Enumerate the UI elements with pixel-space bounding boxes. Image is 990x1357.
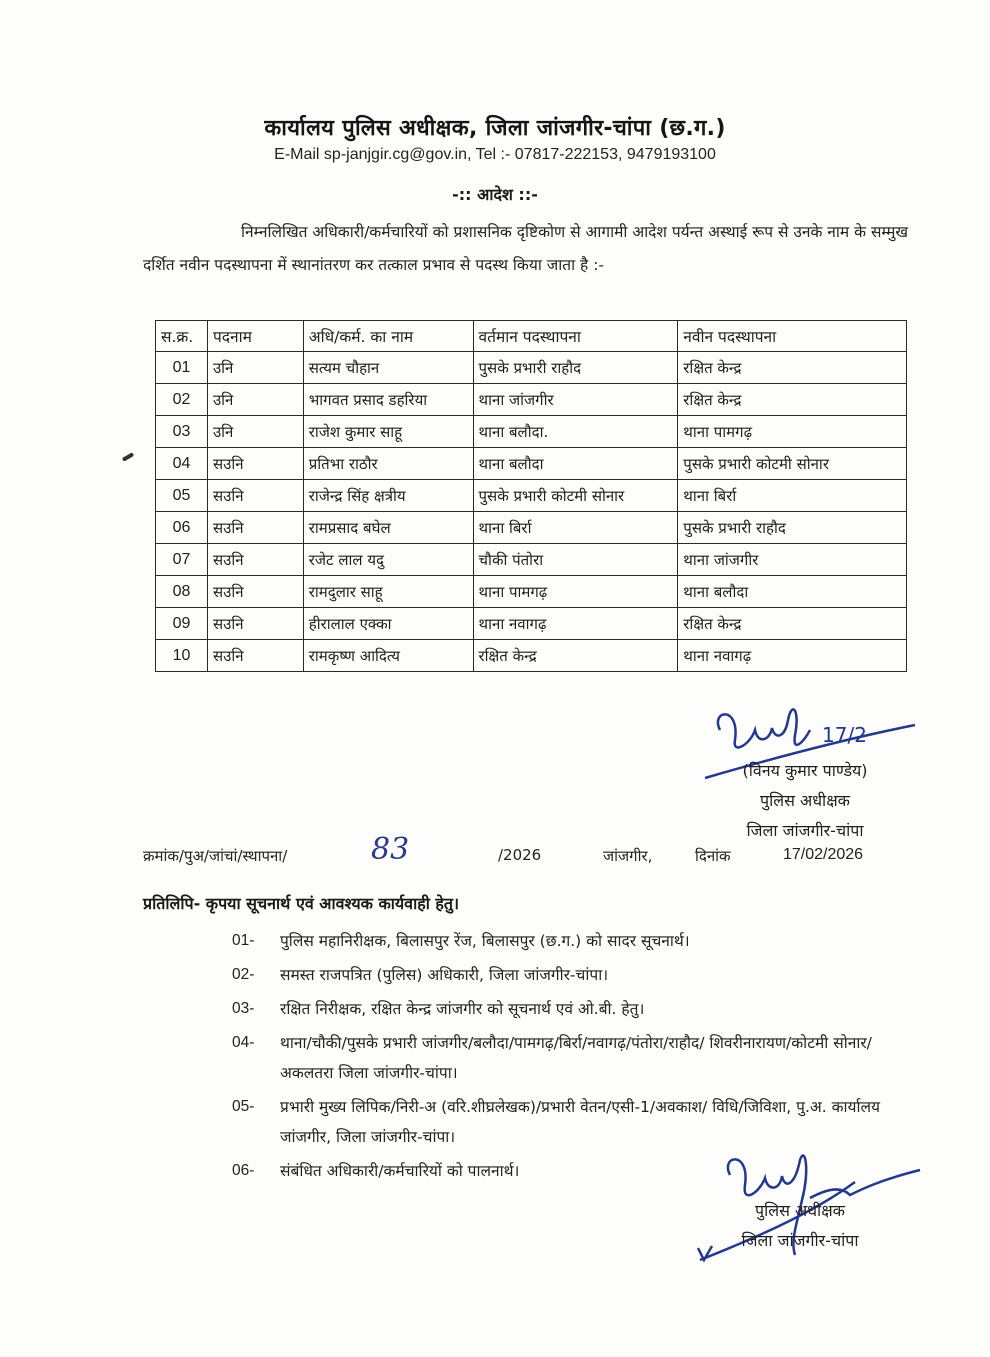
new-posting-cell: थाना बलौदा <box>678 576 907 608</box>
copy-item-number: 05- <box>232 1098 255 1115</box>
reference-number: 83 <box>371 832 410 867</box>
new-posting-cell: थाना जांजगीर <box>678 544 907 576</box>
current-posting-cell: थाना बलौदा <box>473 448 678 480</box>
order-heading: -:: आदेश ::- <box>452 185 538 204</box>
header-name: अधि/कर्म. का नाम <box>303 321 473 352</box>
name-cell: भागवत प्रसाद डहरिया <box>303 384 473 416</box>
current-posting-cell: थाना जांजगीर <box>473 384 678 416</box>
table-row <box>156 352 907 384</box>
signatory-district: जिला जांजगीर-चांपा <box>746 821 864 840</box>
rank-cell: सउनि <box>207 576 303 608</box>
table-row <box>156 608 907 640</box>
current-posting-cell: पुसके प्रभारी राहौद <box>473 352 678 384</box>
serial-cell: 03 <box>156 416 208 448</box>
new-posting-cell: रक्षित केन्द्र <box>678 384 907 416</box>
table-row <box>156 384 907 416</box>
header-serial: स.क्र. <box>156 321 208 352</box>
serial-cell: 08 <box>156 576 208 608</box>
copy-item-number: 03- <box>232 1000 255 1017</box>
copy-item-text: पुलिस महानिरीक्षक, बिलासपुर रेंज, बिलासपुर (छ.ग.) को सादर सूचनार्थ। <box>280 932 690 950</box>
serial-cell: 05 <box>156 480 208 512</box>
signatory2-designation: पुलिस अधीक्षक <box>755 1201 845 1220</box>
name-cell: रामप्रसाद बघेल <box>303 512 473 544</box>
rank-cell: सउनि <box>207 544 303 576</box>
copy-item-text: रक्षित निरीक्षक, रक्षित केन्द्र जांजगीर को सूचनार्थ एवं ओ.बी. हेतु। <box>280 1000 645 1018</box>
copy-item-number: 06- <box>232 1162 255 1179</box>
copy-item-text: समस्त राजपत्रित (पुलिस) अधिकारी, जिला जांजगीर-चांपा। <box>280 966 609 984</box>
current-posting-cell: चौकी पंतोरा <box>473 544 678 576</box>
current-posting-cell: रक्षित केन्द्र <box>473 640 678 672</box>
rank-cell: उनि <box>207 416 303 448</box>
copy-item-text: संबंधित अधिकारी/कर्मचारियों को पालनार्थ। <box>280 1162 520 1180</box>
current-posting-cell: थाना बलौदा. <box>473 416 678 448</box>
current-posting-cell: थाना नवागढ़ <box>473 608 678 640</box>
table-row <box>156 544 907 576</box>
serial-cell: 01 <box>156 352 208 384</box>
rank-cell: सउनि <box>207 480 303 512</box>
serial-cell: 04 <box>156 448 208 480</box>
name-cell: राजेन्द्र सिंह क्षत्रीय <box>303 480 473 512</box>
serial-cell: 09 <box>156 608 208 640</box>
new-posting-cell: थाना पामगढ़ <box>678 416 907 448</box>
order-intro: निम्नलिखित अधिकारी/कर्मचारियों को प्रशासनिक दृष्टिकोण से आगामी आदेश पर्यन्त अस्थाई रूप से उनके नाम के सम्मुख दर्शित नवीन पदस्थापना में स्थानांतरण कर तत्काल प्रभाव से पदस्थ किया जाता है :- <box>143 223 909 274</box>
table-row <box>156 416 907 448</box>
reference-place: जांजगीर, <box>603 847 653 865</box>
new-posting-cell: रक्षित केन्द्र <box>678 352 907 384</box>
name-cell: प्रतिभा राठौर <box>303 448 473 480</box>
new-posting-cell: पुसके प्रभारी राहौद <box>678 512 907 544</box>
name-cell: हीरालाल एक्का <box>303 608 473 640</box>
copy-item <box>232 960 912 990</box>
table-row <box>156 640 907 672</box>
copy-item-text: थाना/चौकी/पुसके प्रभारी जांजगीर/बलौदा/पामगढ़/बिर्रा/नवागढ़/पंतोरा/राहौद/ शिवरीनारायण/कोटमी सोनार/अकलतरा जिला जांजगीर-चांपा। <box>280 1034 872 1082</box>
current-posting-cell: थाना बिर्रा <box>473 512 678 544</box>
reference-date: 17/02/2026 <box>783 846 864 863</box>
new-posting-cell: थाना नवागढ़ <box>678 640 907 672</box>
table-row <box>156 576 907 608</box>
copy-item-number: 02- <box>232 966 255 983</box>
name-cell: रामदुलार साहू <box>303 576 473 608</box>
header-rank: पदनाम <box>207 321 303 352</box>
serial-cell: 07 <box>156 544 208 576</box>
reference-year: /2026 <box>498 846 542 864</box>
copy-heading: प्रतिलिपि- कृपया सूचनार्थ एवं आवश्यक कार्यवाही हेतु। <box>143 894 460 913</box>
name-cell: राजेश कुमार साहू <box>303 416 473 448</box>
signature-date: 17/2 <box>822 723 867 747</box>
date-label: दिनांक <box>695 847 731 865</box>
copy-item <box>232 1028 912 1088</box>
current-posting-cell: पुसके प्रभारी कोटमी सोनार <box>473 480 678 512</box>
reference-prefix: क्रमांक/पुअ/जांचां/स्थापना/ <box>143 847 288 865</box>
signatory-block <box>690 756 920 846</box>
rank-cell: उनि <box>207 352 303 384</box>
rank-cell: सउनि <box>207 608 303 640</box>
rank-cell: सउनि <box>207 512 303 544</box>
copy-item-text: प्रभारी मुख्य लिपिक/निरी-अ (वरि.शीघ्रलेखक)/प्रभारी वेतन/एसी-1/अवकाश/ विधि/जिविशा, पु.अ. कार्यालय जांजगीर, जिला जांजगीर-चांपा। <box>280 1098 880 1146</box>
stray-ink-mark <box>122 452 134 461</box>
copy-item <box>232 926 912 956</box>
table-row <box>156 448 907 480</box>
copy-item <box>232 1092 912 1152</box>
office-contact: E-Mail sp-janjgir.cg@gov.in, Tel :- 07817-222153, 9479193100 <box>274 146 716 163</box>
table-header-row <box>156 321 907 352</box>
office-title: कार्यालय पुलिस अधीक्षक, जिला जांजगीर-चांपा (छ.ग.) <box>264 116 726 141</box>
table-row <box>156 512 907 544</box>
signatory-designation: पुलिस अधीक्षक <box>760 791 850 810</box>
new-posting-cell: थाना बिर्रा <box>678 480 907 512</box>
transfer-table <box>155 320 907 672</box>
copy-item <box>232 994 912 1024</box>
signatory-name: (विनय कुमार पाण्डेय) <box>742 761 868 780</box>
name-cell: रामकृष्ण आदित्य <box>303 640 473 672</box>
copy-item-number: 01- <box>232 932 255 949</box>
header-current-posting: वर्तमान पदस्थापना <box>473 321 678 352</box>
serial-cell: 02 <box>156 384 208 416</box>
new-posting-cell: पुसके प्रभारी कोटमी सोनार <box>678 448 907 480</box>
table-row <box>156 480 907 512</box>
serial-cell: 10 <box>156 640 208 672</box>
rank-cell: सउनि <box>207 640 303 672</box>
copy-item-number: 04- <box>232 1034 255 1051</box>
rank-cell: सउनि <box>207 448 303 480</box>
signatory2-district: जिला जांजगीर-चांपा <box>741 1231 859 1250</box>
signatory-block-2 <box>700 1196 900 1256</box>
new-posting-cell: रक्षित केन्द्र <box>678 608 907 640</box>
name-cell: सत्यम चौहान <box>303 352 473 384</box>
current-posting-cell: थाना पामगढ़ <box>473 576 678 608</box>
header-new-posting: नवीन पदस्थापना <box>678 321 907 352</box>
rank-cell: उनि <box>207 384 303 416</box>
serial-cell: 06 <box>156 512 208 544</box>
name-cell: रजेट लाल यदु <box>303 544 473 576</box>
